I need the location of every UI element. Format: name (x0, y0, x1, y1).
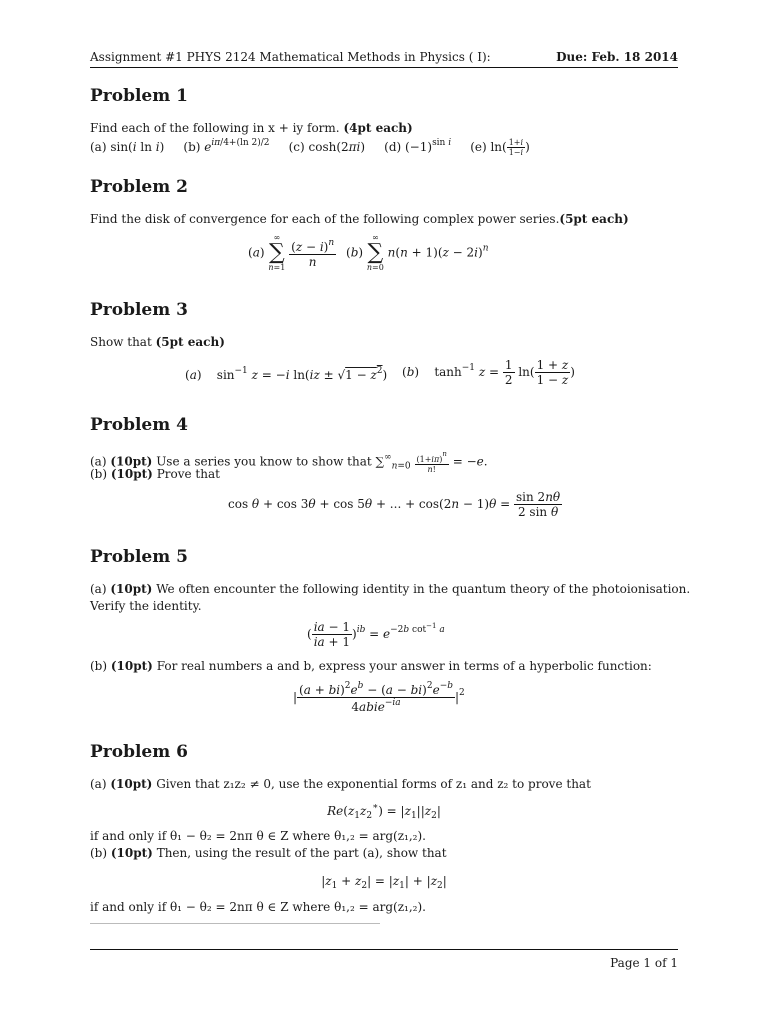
page-header (90, 50, 678, 66)
problem-4-title: Problem 4 (90, 415, 188, 435)
problem-2-series-a: (a) ∞ ∑ n=1 $\frac{(z - i)^n}{n}$ (248, 233, 335, 272)
problem-1-title: Problem 1 (90, 86, 188, 106)
problem-5-identity: ( $\frac{ia - 1}{ia + 1}$ )$^{ib} = e^{-2b cot^{-1} a}$ (307, 620, 445, 649)
problem-4-cosine-sum: cos θ + cos 3θ + cos 5θ + ... + cos(2n − 1)θ = $\frac{\sin 2n\theta}{\text{2 sin θ}}$ (228, 490, 561, 519)
problem-4-part-a: (a) (10pt) Use a series you know to show that $\sum^\infty_{n=0}$ $\frac{(1+i\pi)n}{n!}$ = −e. (90, 450, 488, 474)
problem-1-part-e: (e) ln( $\frac{1+i}{1-i}$ ) (470, 138, 530, 157)
problem-6-condition-a: if and only if θ₁ − θ₂ = 2nπ θ ∈ Z where θ₁,₂ = arg(z₁,₂). (90, 829, 426, 843)
problem-2-title: Problem 2 (90, 177, 188, 197)
problem-5-part-a: (a) (10pt) We often encounter the following identity in the quantum theory of the photoionisation. (90, 582, 691, 596)
header-due-date: Due: Feb. 18 2014 (556, 50, 678, 64)
problem-2-intro: Find the disk of convergence for each of the following complex power series.(5pt each) (90, 212, 629, 226)
problem-1-part-c: (c) cosh(2πi) (288, 140, 366, 154)
problem-1-part-a: (a) sin(i ln i) (90, 140, 165, 154)
problem-6-real-part-identity: $Re(z_1z_2^∗) = |z_1||z_2|$ (327, 802, 441, 821)
problem-1-parts (90, 138, 530, 157)
problem-5-hyperbolic-expression: | $\frac{(a + bi)^2e^b - (a - bi)^2e^{-b}}{4abie^{-ia}}$ $|^2$ (293, 681, 465, 714)
problem-6-part-a: (a) (10pt) Given that z₁z₂ ≠ 0, use the exponential forms of z₁ and z₂ to prove that (90, 777, 591, 791)
problem-5-part-a-line2: Verify the identity. (90, 599, 202, 613)
footer-rule (90, 949, 678, 950)
problem-6-triangle-equality: $|z_1 + z_2| = |z_1| + |z_2|$ (321, 874, 447, 891)
problem-5-title: Problem 5 (90, 547, 188, 567)
end-rule (90, 923, 380, 924)
header-rule (90, 67, 678, 68)
problem-2-series-b: (b) ∞ ∑ n=0 $n(n + 1)(z - 2i)^n$ (346, 233, 489, 272)
problem-3-title: Problem 3 (90, 300, 188, 320)
problem-1-intro: Find each of the following in x + iy form. (4pt each) (90, 121, 413, 135)
problem-1-part-d: (d) $(-1)^{sin i}$ (384, 138, 452, 154)
problem-3-part-b: (b) $\tanh^{-1} z$ = $\frac{1}{2}$ ln( $\frac{1 + z}{1 - z}$ ) (402, 358, 575, 387)
problem-4-part-b: (b) (10pt) Prove that (90, 467, 220, 481)
problem-6-title: Problem 6 (90, 742, 188, 762)
problem-6-condition-b: if and only if θ₁ − θ₂ = 2nπ θ ∈ Z where θ₁,₂ = arg(z₁,₂). (90, 900, 426, 914)
page-number: Page 1 of 1 (610, 956, 678, 970)
problem-3-intro: Show that (5pt each) (90, 335, 225, 349)
header-course-title: Assignment #1 PHYS 2124 Mathematical Methods in Physics ( I): (90, 50, 491, 64)
problem-3-part-a: (a) $\sin^{-1} z = -i$ $\ln(iz \pm √1 - z^2)$ (185, 366, 388, 382)
problem-1-part-b: (b) $e^{i\pi/4+(ln 2)/2}$ (183, 138, 270, 154)
problem-6-part-b: (b) (10pt) Then, using the result of the part (a), show that (90, 846, 447, 860)
problem-5-part-b: (b) (10pt) For real numbers a and b, express your answer in terms of a hyperbolic function: (90, 659, 652, 673)
